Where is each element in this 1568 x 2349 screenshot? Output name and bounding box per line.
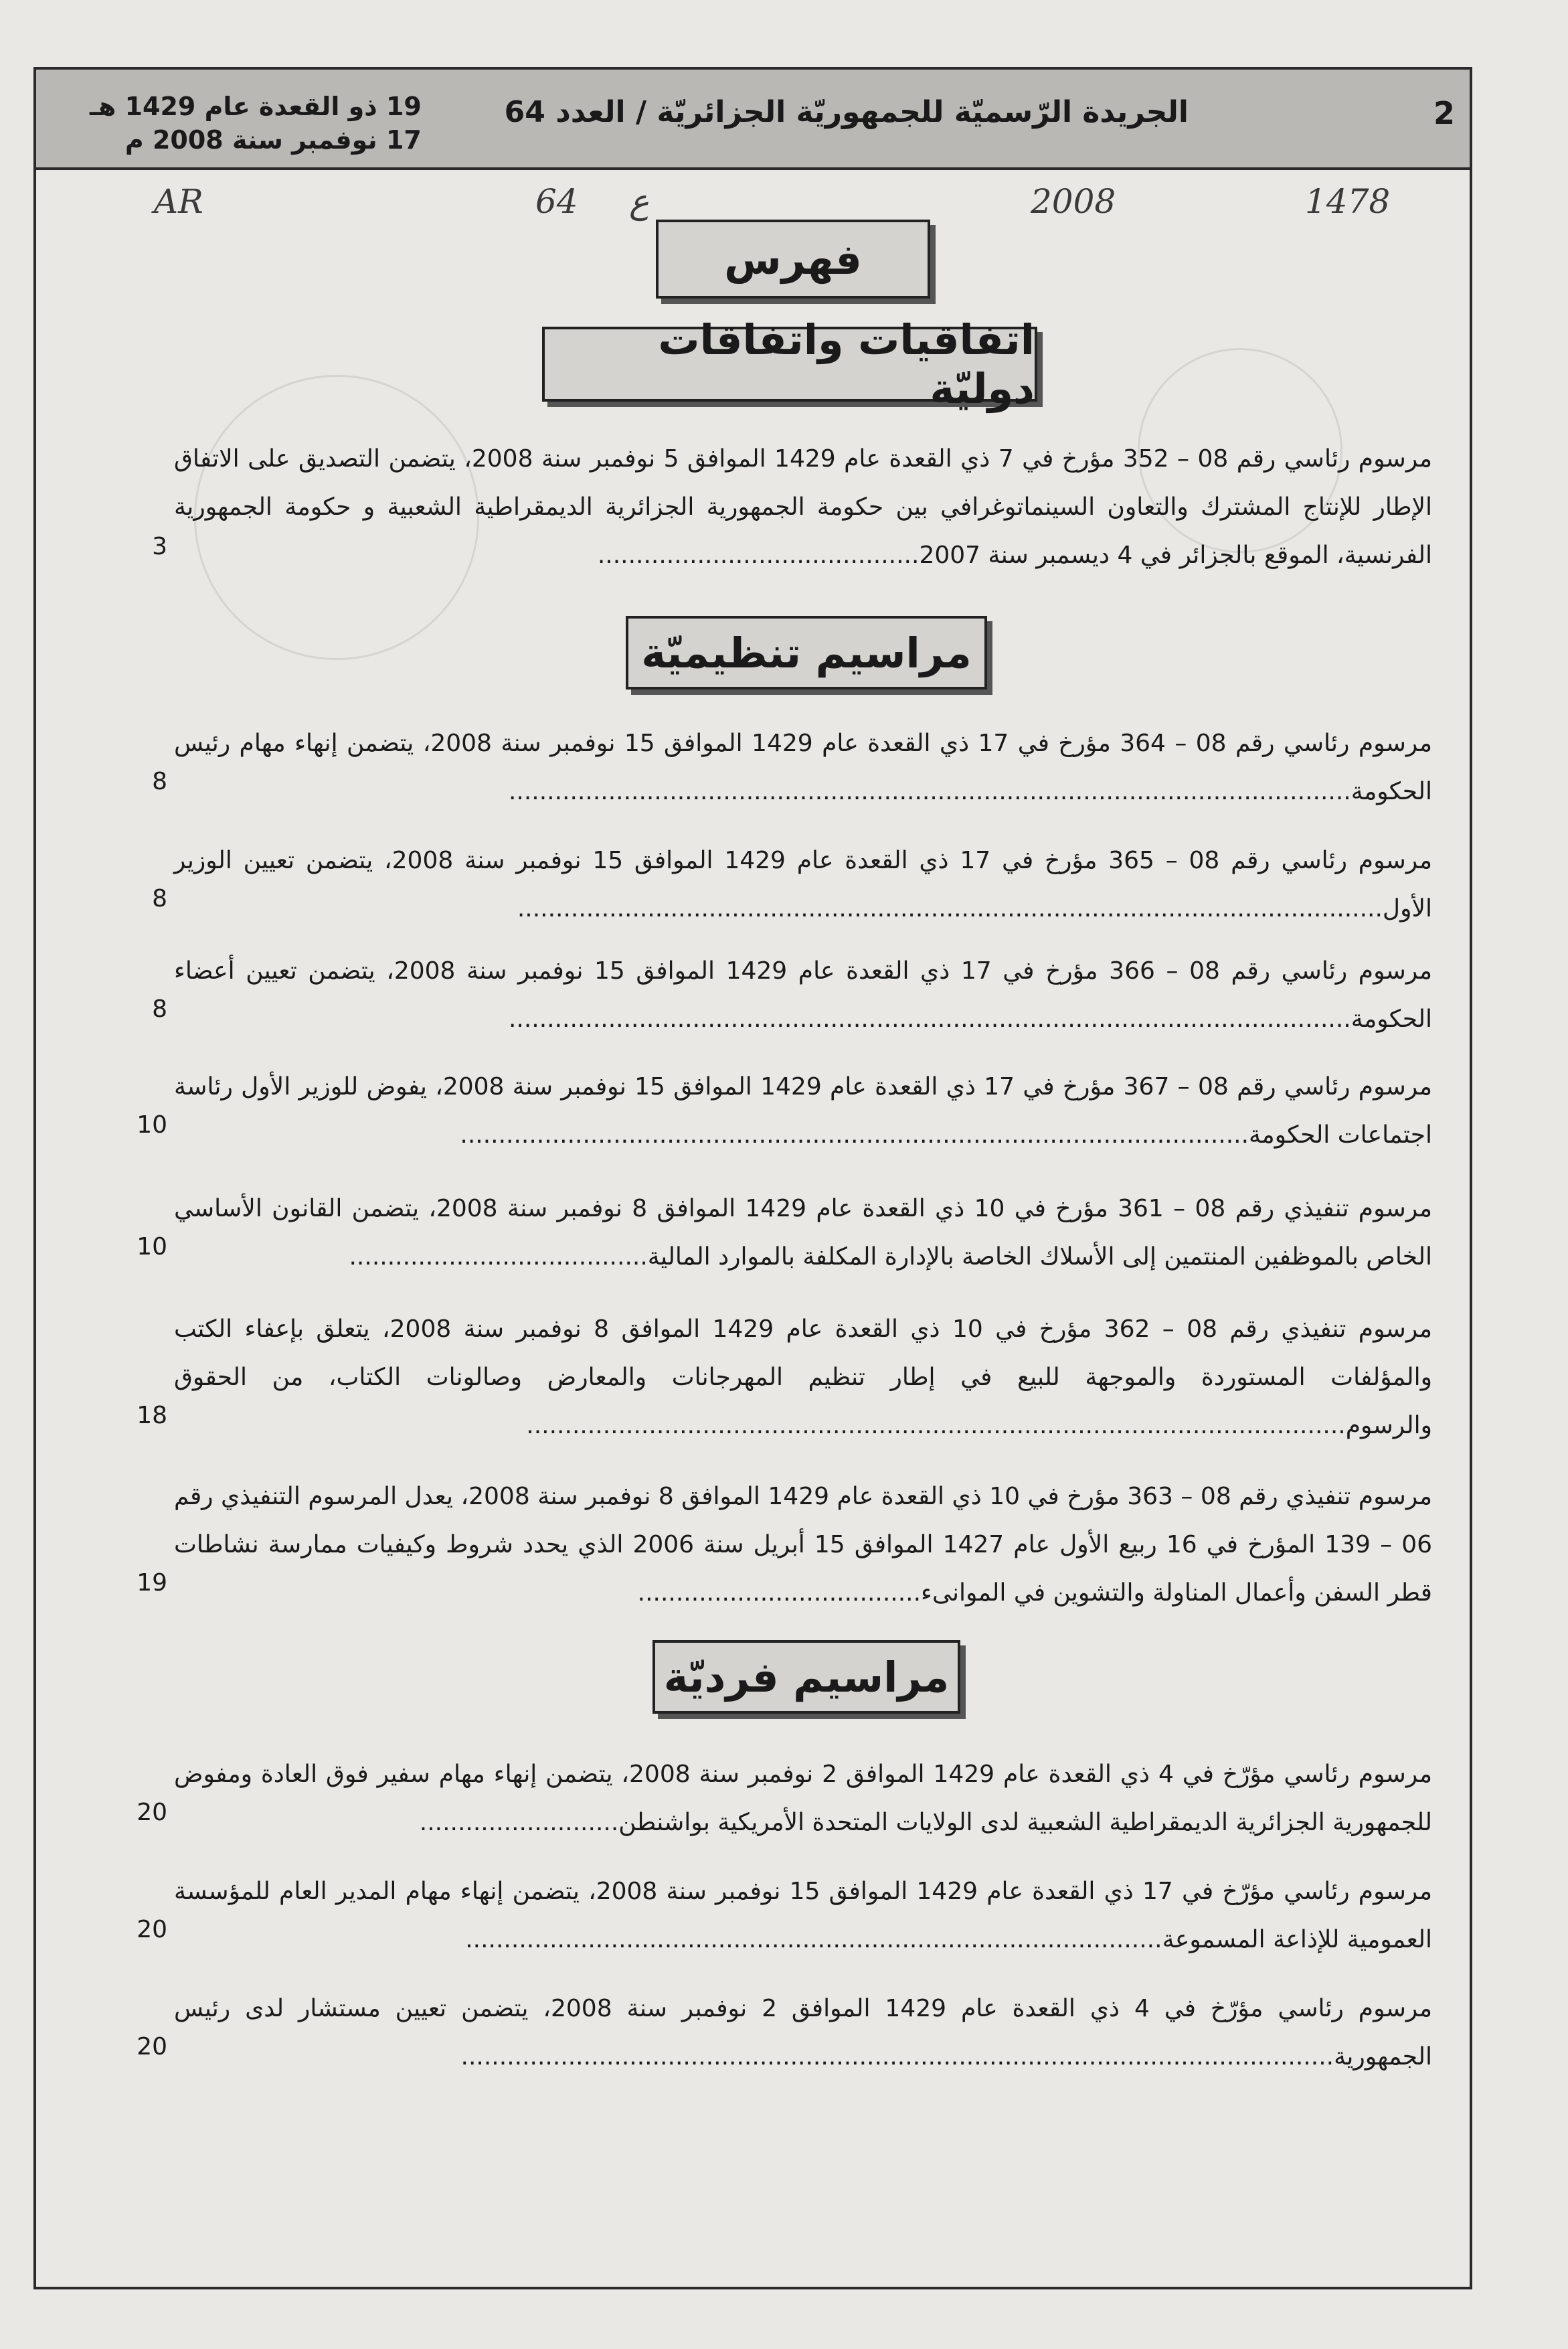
date-gregorian: 17 نوفمبر سنة 2008 م [124, 125, 422, 155]
entry-page: 20 [137, 2033, 167, 2060]
page-number: 2 [1433, 95, 1455, 131]
toc-entry [174, 720, 1432, 816]
entry-page: 8 [152, 768, 167, 795]
entry-page: 3 [152, 533, 167, 560]
toc-entry [174, 1305, 1432, 1450]
entry-text: مرسوم تنفيذي رقم 08 – 363 مؤرخ في 10 ذي القعدة عام 1429 الموافق 8 نوفمبر سنة 2008، يعدل المرسوم التنفيذي رقم 06 – 139 المؤرخ في 16 ربيع الأول عام 1427 الموافق 15 أبريل سنة 2006 الذي يحدد شروط وكيفيات ممارسة نشاطات قطر السفن وأعمال المناولة والتشوين في الموانىء..................................... [174, 1483, 1433, 1607]
entry-text: مرسوم رئاسي مؤرّخ في 17 ذي القعدة عام 1429 الموافق 15 نوفمبر سنة 2008، يتضمن إنهاء مهام المدير العام للمؤسسة العمومية للإذاعة المسموعة........................................................................................... [174, 1878, 1432, 1953]
handwritten-note: ع [629, 182, 649, 221]
entry-text: مرسوم رئاسي رقم 08 – 352 مؤرخ في 7 ذي القعدة عام 1429 الموافق 5 نوفمبر سنة 2008، يتضمن التصديق على الاتفاق الإطار للإنتاج المشترك والتعاون السينماتوغرافي بين حكومة الجمهورية الجزائرية الديمقراطية الشعبية و حكومة الجمهورية الفرنسية، الموقع بالجزائر في 4 ديسمبر سنة 2007.......................................... [174, 445, 1432, 569]
toc-entry [174, 1985, 1432, 2081]
toc-title: فهرس [656, 220, 930, 299]
entry-text: مرسوم تنفيذي رقم 08 – 361 مؤرخ في 10 ذي القعدة عام 1429 الموافق 8 نوفمبر سنة 2008، يتضمن القانون الأساسي الخاص بالموظفين المنتمين إلى الأسلاك الخاصة بالإدارة المكلفة بالموارد المالية....................................... [174, 1195, 1432, 1271]
toc-entry [174, 1751, 1432, 1847]
entry-page: 8 [152, 885, 167, 912]
section-title-individual: مراسيم فرديّة [652, 1640, 960, 1714]
toc-entry [174, 1063, 1432, 1159]
toc-entry [174, 1473, 1432, 1617]
toc-entry [174, 947, 1432, 1044]
entry-page: 10 [137, 1233, 167, 1261]
handwritten-note: 1478 [1305, 182, 1391, 221]
page-header [36, 70, 1470, 170]
handwritten-note: 64 [535, 182, 578, 221]
entry-page: 20 [137, 1916, 167, 1943]
handwritten-note: AR [154, 182, 203, 221]
handwritten-note: 2008 [1031, 182, 1116, 221]
entry-text: مرسوم رئاسي مؤرّخ في 4 ذي القعدة عام 1429 الموافق 2 نوفمبر سنة 2008، يتضمن تعيين مستشار لدى رئيس الجمهورية.................................................................................................................. [174, 1995, 1432, 2071]
entry-text: مرسوم رئاسي رقم 08 – 367 مؤرخ في 17 ذي القعدة عام 1429 الموافق 15 نوفمبر سنة 2008، يفوض للوزير الأول رئاسة اجتماعات الحكومة....................................................................................................... [174, 1073, 1432, 1149]
entry-page: 10 [137, 1111, 167, 1139]
entry-page: 18 [137, 1402, 167, 1429]
toc-entry [174, 1868, 1432, 1964]
toc-entry [174, 837, 1432, 933]
entry-text: مرسوم رئاسي رقم 08 – 364 مؤرخ في 17 ذي القعدة عام 1429 الموافق 15 نوفمبر سنة 2008، يتضمن إنهاء مهام رئيس الحكومة.............................................................................................................. [174, 730, 1433, 805]
section-title-regulatory: مراسيم تنظيميّة [626, 616, 987, 690]
entry-text: مرسوم رئاسي مؤرّخ في 4 ذي القعدة عام 1429 الموافق 2 نوفمبر سنة 2008، يتضمن إنهاء مهام سفير فوق العادة ومفوض للجمهورية الجزائرية الديمقراطية الشعبية لدى الولايات المتحدة الأمريكية بواشنطن.......................... [174, 1761, 1432, 1836]
entry-text: مرسوم تنفيذي رقم 08 – 362 مؤرخ في 10 ذي القعدة عام 1429 الموافق 8 نوفمبر سنة 2008، يتعلق بإعفاء الكتب والمؤلفات المستوردة والموجهة للبيع في إطار تنظيم المهرجانات والمعارض وصالونات الكتاب، من الحقوق والرسوم........................................................................................................... [174, 1315, 1432, 1439]
entry-page: 8 [152, 995, 167, 1023]
date-hijri: 19 ذو القعدة عام 1429 هـ [90, 92, 422, 121]
section-title-international: اتفاقيات واتفاقات دوليّة [542, 327, 1037, 402]
issue-date [90, 90, 422, 157]
gazette-title: الجريدة الرّسميّة للجمهوريّة الجزائريّة / العدد 64 [504, 95, 1189, 129]
toc-entry [174, 435, 1432, 580]
toc-entry [174, 1185, 1432, 1281]
entry-page: 20 [137, 1799, 167, 1826]
entry-text: مرسوم رئاسي رقم 08 – 365 مؤرخ في 17 ذي القعدة عام 1429 الموافق 15 نوفمبر سنة 2008، يتضمن تعيين الوزير الأول................................................................................................................. [174, 847, 1432, 922]
entry-page: 19 [137, 1569, 167, 1597]
entry-text: مرسوم رئاسي رقم 08 – 366 مؤرخ في 17 ذي القعدة عام 1429 الموافق 15 نوفمبر سنة 2008، يتضمن تعيين أعضاء الحكومة.............................................................................................................. [174, 957, 1432, 1033]
